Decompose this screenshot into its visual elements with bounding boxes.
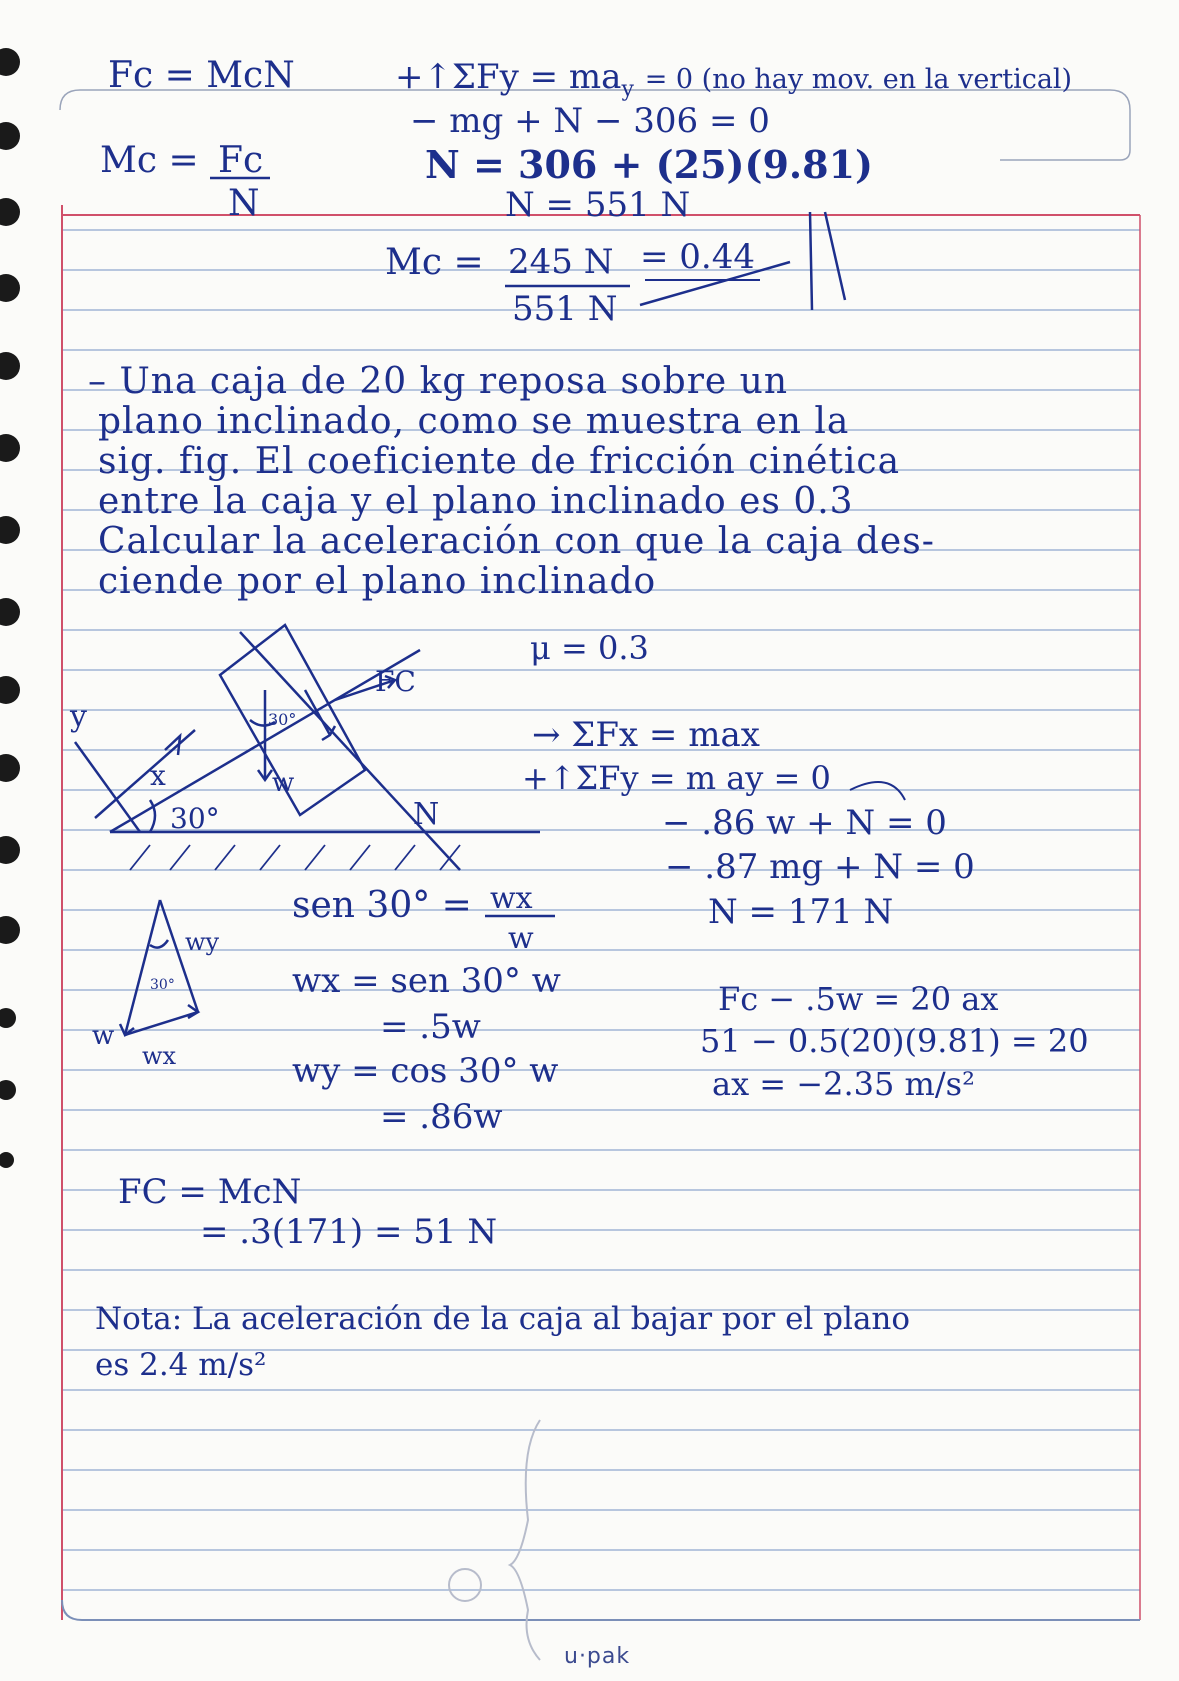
- sen-relation: sen 30° =: [292, 885, 472, 926]
- problem-line: – Una caja de 20 kg reposa sobre un: [88, 361, 789, 402]
- triangle-wy-label: wy: [185, 928, 220, 956]
- problem-line: sig. fig. El coeficiente de fricción cinética: [98, 441, 901, 482]
- friction-formula: Fc = McN: [108, 55, 295, 96]
- right-eq-5: 51 − 0.5(20)(9.81) = 20: [700, 1022, 1089, 1060]
- base-angle-label: 30°: [170, 802, 220, 835]
- right-eq-2: − .87 mg + N = 0: [665, 847, 975, 887]
- wx-equation: wx = sen 30° w: [292, 961, 561, 1001]
- mc-result-lhs: Mc =: [385, 242, 484, 283]
- x-axis-label: x: [150, 759, 166, 792]
- wy-value: = .86w: [380, 1097, 503, 1137]
- right-eq-1: − .86 w + N = 0: [662, 803, 947, 843]
- sum-fy-sub: y: [621, 76, 634, 102]
- mc-formula-lhs: Mc =: [100, 140, 199, 181]
- note-line-1: Nota: La aceleración de la caja al bajar por el plano: [95, 1301, 911, 1337]
- sum-fy-lhs: +↑ΣFy = ma: [395, 57, 622, 97]
- wx-value: = .5w: [380, 1007, 481, 1047]
- w-label: w: [272, 768, 295, 798]
- mc-result-den: 551 N: [512, 289, 618, 329]
- sen-den: w: [508, 921, 534, 956]
- problem-line: Calcular la aceleración con que la caja des-: [98, 521, 935, 562]
- fc-label: FC: [375, 665, 416, 698]
- y-axis-label: y: [70, 699, 87, 734]
- sum-fy-zero: +↑ΣFy = m ay = 0: [522, 759, 831, 797]
- problem-line: ciende por el plano inclinado: [98, 561, 657, 602]
- problem-line: entre la caja y el plano inclinado es 0.3: [98, 481, 854, 522]
- mc-result-value: = 0.44: [640, 237, 755, 277]
- acceleration-result: ax = −2.35 m/s²: [712, 1065, 975, 1103]
- box-angle-label: 30°: [268, 710, 297, 729]
- problem-line: plano inclinado, como se muestra en la: [98, 401, 850, 442]
- sum-fy-equation: [395, 57, 1073, 102]
- equation-line-3: N = 551 N: [505, 185, 691, 225]
- problem-statement: [88, 361, 935, 602]
- friction-value: = .3(171) = 51 N: [200, 1212, 498, 1252]
- right-eq-3: N = 171 N: [708, 892, 894, 932]
- mu-label: μ = 0.3: [530, 629, 649, 667]
- sum-fx-equation: → ΣFx = max: [532, 715, 760, 755]
- mc-formula-den: N: [228, 183, 260, 224]
- sen-num: wx: [490, 881, 533, 916]
- equation-line-2: N = 306 + (25)(9.81): [425, 142, 874, 187]
- triangle-angle-label: 30°: [150, 977, 175, 993]
- n-label: N: [413, 797, 440, 832]
- wy-equation: wy = cos 30° w: [292, 1051, 559, 1091]
- right-eq-4: Fc − .5w = 20 ax: [718, 980, 999, 1018]
- sum-fy-tail: = 0 (no hay mov. en la vertical): [644, 64, 1073, 95]
- triangle-w-label: w: [92, 1021, 115, 1051]
- note-line-2: es 2.4 m/s²: [95, 1347, 267, 1383]
- mc-result-num: 245 N: [508, 242, 614, 282]
- triangle-wx-label: wx: [142, 1042, 177, 1070]
- friction-equation: FC = McN: [118, 1172, 302, 1212]
- mc-formula-num: Fc: [218, 140, 264, 181]
- brand-logo: u·pak: [564, 1644, 631, 1669]
- equation-line-1: − mg + N − 306 = 0: [410, 101, 770, 141]
